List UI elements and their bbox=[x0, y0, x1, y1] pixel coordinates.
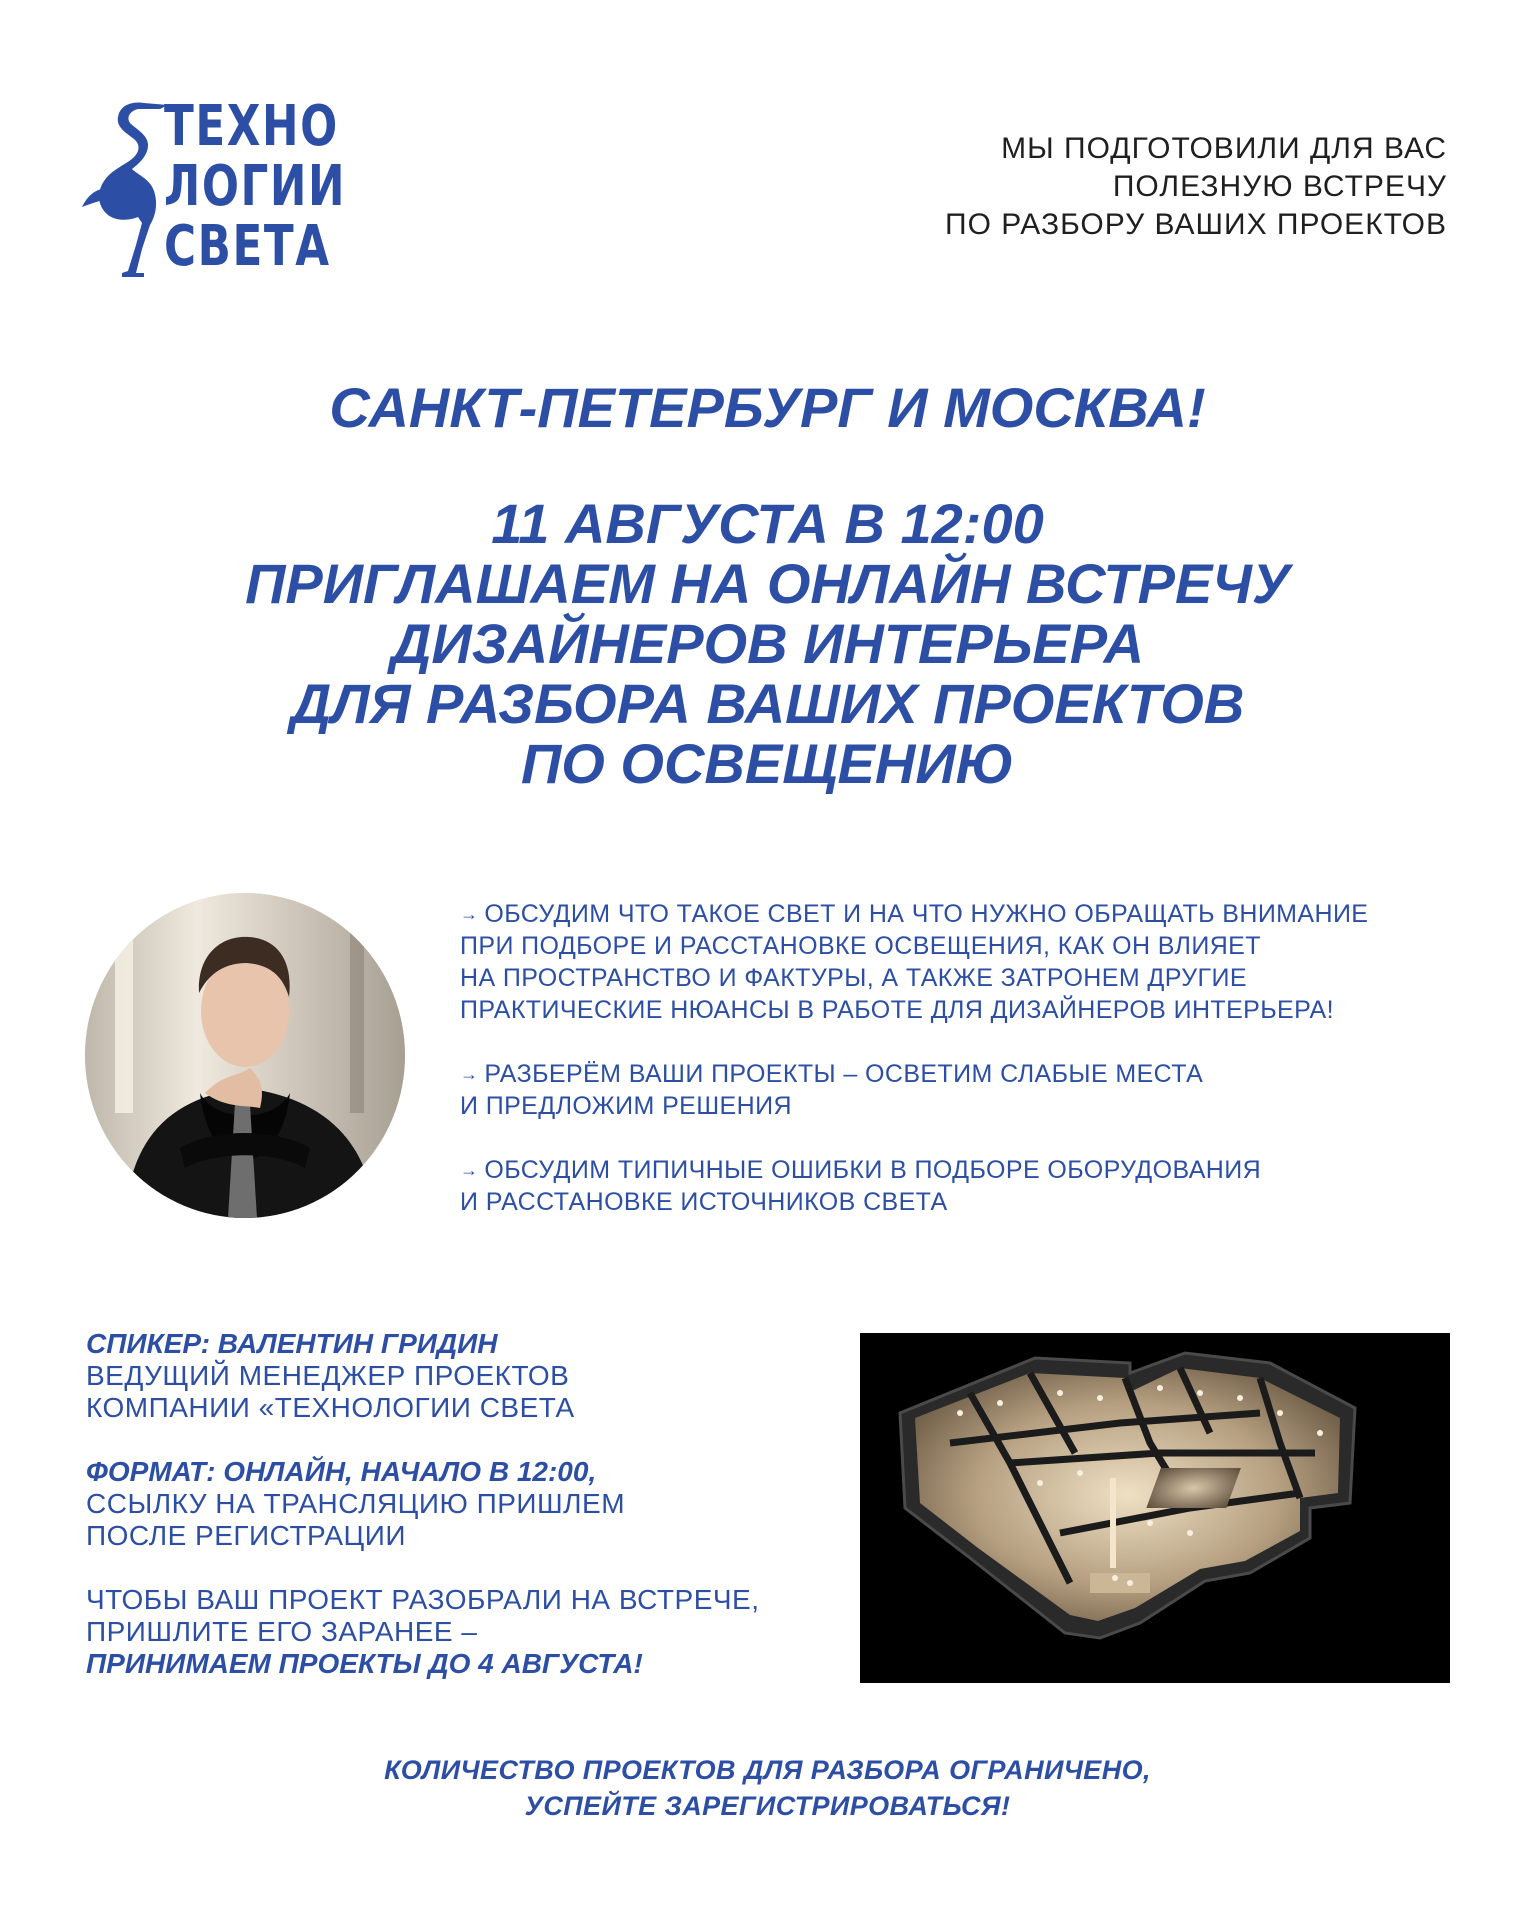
speaker-label: СПИКЕР: ВАЛЕНТИН ГРИДИН bbox=[86, 1328, 498, 1359]
footer-call-to-action bbox=[0, 1752, 1535, 1824]
intro-line: ПОЛЕЗНУЮ ВСТРЕЧУ bbox=[1112, 170, 1447, 203]
event-info bbox=[86, 1328, 806, 1712]
arrow-right-icon: → bbox=[460, 904, 479, 924]
heron-icon bbox=[82, 95, 177, 280]
agenda-item-line: РАЗБЕРЁМ ВАШИ ПРОЕКТЫ – ОСВЕТИМ СЛАБЫЕ МЕСТА bbox=[484, 1060, 1204, 1088]
footer-line: КОЛИЧЕСТВО ПРОЕКТОВ ДЛЯ РАЗБОРА ОГРАНИЧЕНО, bbox=[384, 1755, 1151, 1785]
floorplan-illustration bbox=[860, 1333, 1450, 1683]
submission-deadline: ПРИНИМАЕМ ПРОЕКТЫ ДО 4 АВГУСТА! bbox=[86, 1648, 643, 1679]
agenda-item bbox=[460, 1154, 1470, 1218]
event-heading-line: ДЛЯ РАЗБОРА ВАШИХ ПРОЕКТОВ bbox=[290, 672, 1245, 735]
company-logo bbox=[82, 95, 357, 280]
logo-text-line-1: ТЕХНО bbox=[164, 94, 339, 159]
agenda-item-line: ОБСУДИМ ЧТО ТАКОЕ СВЕТ И НА ЧТО НУЖНО ОБРАЩАТЬ ВНИМАНИЕ bbox=[484, 900, 1369, 928]
speaker-role-line: КОМПАНИИ «ТЕХНОЛОГИИ СВЕТА bbox=[86, 1392, 575, 1423]
event-heading-line: 11 АВГУСТА В 12:00 bbox=[491, 492, 1044, 555]
event-heading-line: ПО ОСВЕЩЕНИЮ bbox=[521, 732, 1014, 795]
agenda-item bbox=[460, 1058, 1470, 1122]
speaker-portrait-illustration bbox=[85, 893, 405, 1218]
format-line: ССЫЛКУ НА ТРАНСЛЯЦИЮ ПРИШЛЕМ bbox=[86, 1488, 626, 1519]
agenda-list bbox=[460, 898, 1470, 1250]
intro-line: МЫ ПОДГОТОВИЛИ ДЛЯ ВАС bbox=[1001, 132, 1447, 165]
agenda-item-line: ПРАКТИЧЕСКИЕ НЮАНСЫ В РАБОТЕ ДЛЯ ДИЗАЙНЕРОВ ИНТЕРЬЕРА! bbox=[460, 996, 1334, 1024]
agenda-item bbox=[460, 898, 1470, 1026]
speaker-role-line: ВЕДУЩИЙ МЕНЕДЖЕР ПРОЕКТОВ bbox=[86, 1360, 570, 1391]
submission-line: ЧТОБЫ ВАШ ПРОЕКТ РАЗОБРАЛИ НА ВСТРЕЧЕ, bbox=[86, 1584, 760, 1615]
agenda-item-line: И ПРЕДЛОЖИМ РЕШЕНИЯ bbox=[460, 1092, 792, 1120]
event-heading-line: ПРИГЛАШАЕМ НА ОНЛАЙН ВСТРЕЧУ bbox=[245, 552, 1290, 615]
city-heading: САНКТ-ПЕТЕРБУРГ И МОСКВА! bbox=[329, 376, 1206, 439]
logo-text-line-2: ЛОГИИ bbox=[164, 154, 347, 219]
agenda-item-line: НА ПРОСТРАНСТВО И ФАКТУРЫ, А ТАКЖЕ ЗАТРОНЕМ ДРУГИЕ bbox=[460, 964, 1247, 992]
agenda-item-line: И РАССТАНОВКЕ ИСТОЧНИКОВ СВЕТА bbox=[460, 1188, 948, 1216]
logo-text-line-3: СВЕТА bbox=[164, 214, 331, 279]
event-heading bbox=[0, 494, 1535, 794]
floorplan-render bbox=[860, 1333, 1450, 1683]
agenda-item-line: ПРИ ПОДБОРЕ И РАССТАНОВКЕ ОСВЕЩЕНИЯ, КАК ОН ВЛИЯЕТ bbox=[460, 932, 1261, 960]
submission-info bbox=[86, 1584, 806, 1680]
format-info bbox=[86, 1456, 806, 1552]
speaker-photo bbox=[85, 893, 405, 1218]
submission-line: ПРИШЛИТЕ ЕГО ЗАРАНЕЕ – bbox=[86, 1616, 478, 1647]
arrow-right-icon: → bbox=[460, 1064, 479, 1084]
agenda-item-line: ОБСУДИМ ТИПИЧНЫЕ ОШИБКИ В ПОДБОРЕ ОБОРУДОВАНИЯ bbox=[484, 1156, 1262, 1184]
format-line: ПОСЛЕ РЕГИСТРАЦИИ bbox=[86, 1520, 406, 1551]
footer-line: УСПЕЙТЕ ЗАРЕГИСТРИРОВАТЬСЯ! bbox=[524, 1791, 1011, 1821]
speaker-info bbox=[86, 1328, 806, 1424]
intro-line: ПО РАЗБОРУ ВАШИХ ПРОЕКТОВ bbox=[945, 208, 1447, 241]
intro-text bbox=[747, 130, 1447, 244]
arrow-right-icon: → bbox=[460, 1160, 479, 1180]
event-heading-line: ДИЗАЙНЕРОВ ИНТЕРЬЕРА bbox=[390, 612, 1145, 675]
format-label: ФОРМАТ: ОНЛАЙН, НАЧАЛО В 12:00, bbox=[86, 1456, 597, 1487]
